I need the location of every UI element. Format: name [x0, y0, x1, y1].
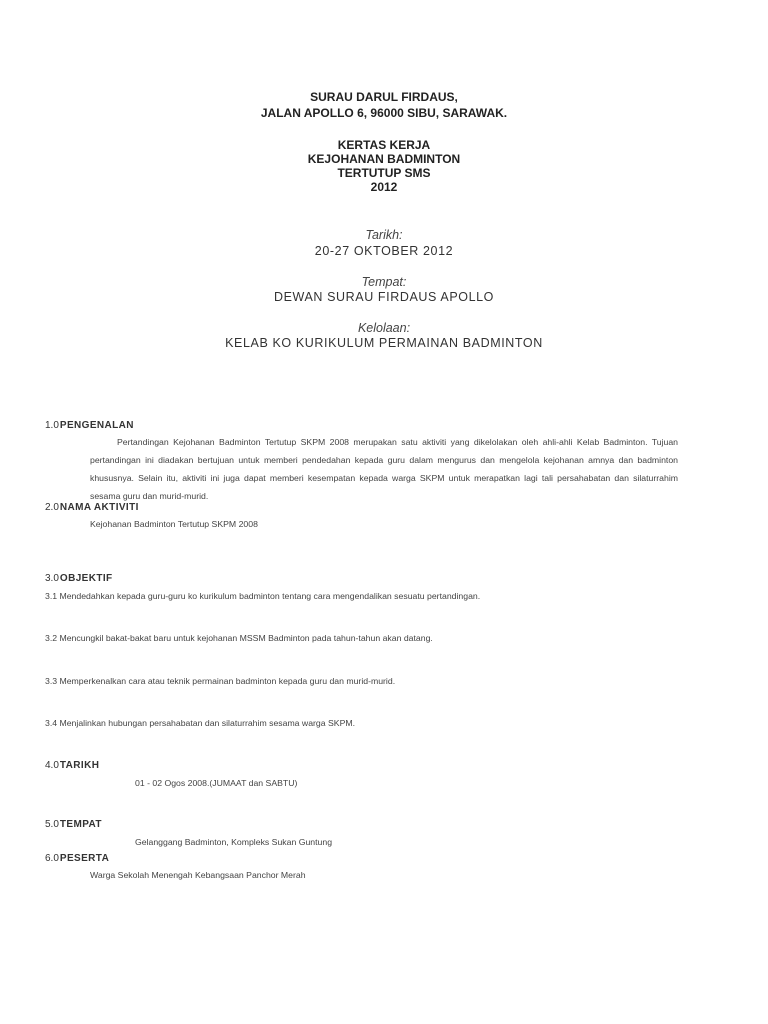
section-title: TARIKH [59, 760, 100, 771]
section-4-text: 01 - 02 Ogos 2008.(JUMAAT dan SABTU) [135, 778, 298, 788]
header-line-3: KERTAS KERJA [337, 138, 431, 152]
objektif-item-4: 3.4 Menjalinkan hubungan persahabatan dan silaturrahim sesama warga SKPM. [45, 718, 356, 728]
objektif-item-3: 3.3 Memperkenalkan cara atau teknik permainan badminton kepada guru dan murid-murid. [45, 676, 396, 686]
section-number: 2.0 [45, 502, 59, 513]
tarikh-value: 20-27 OKTOBER 2012 [314, 244, 454, 258]
section-title: PESERTA [59, 853, 110, 864]
section-4-heading [45, 760, 99, 771]
objektif-item-1: 3.1 Mendedahkan kepada guru-guru ko kurikulum badminton tentang cara mengendalikan sesuatu pertandingan. [45, 591, 481, 601]
section-1-heading [45, 420, 134, 431]
section-number: 5.0 [45, 819, 59, 830]
header-line-1: SURAU DARUL FIRDAUS, [310, 90, 458, 104]
section-6-text: Warga Sekolah Menengah Kebangsaan Panchor Merah [90, 870, 306, 880]
header-line-2: JALAN APOLLO 6, 96000 SIBU, SARAWAK. [260, 106, 508, 120]
section-1-paragraph: Pertandingan Kejohanan Badminton Tertutup SKPM 2008 merupakan satu aktiviti yang dikelolakan oleh ahli-ahli Kelab Badminton. Tujuan pertandingan ini diadakan bertujuan untuk memberi pendedahan kepada guru dalam mengurus dan mengelola kejohanan amnya dan badminton khususnya. Selain itu, aktiviti ini juga dapat memberi kesempatan kepada warga SKPM untuk merapatkan lagi tali persahabatan dan silaturrahim sesama guru dan murid-murid. [90, 437, 678, 501]
section-number: 4.0 [45, 760, 59, 771]
section-title: OBJEKTIF [59, 573, 113, 584]
section-2-heading [45, 502, 139, 513]
header-line-4: KEJOHANAN BADMINTON [307, 152, 461, 166]
tarikh-label: Tarikh: [365, 228, 403, 242]
section-number: 3.0 [45, 573, 59, 584]
kelolaan-value: KELAB KO KURIKULUM PERMAINAN BADMINTON [225, 336, 543, 350]
section-6-heading [45, 853, 109, 864]
section-5-heading [45, 819, 102, 830]
kelolaan-label: Kelolaan: [357, 321, 411, 335]
section-number: 6.0 [45, 853, 59, 864]
tempat-label: Tempat: [361, 275, 407, 289]
header-line-5: TERTUTUP SMS [337, 166, 431, 180]
section-title: NAMA AKTIVITI [59, 502, 139, 513]
objektif-item-2: 3.2 Mencungkil bakat-bakat baru untuk kejohanan MSSM Badminton pada tahun-tahun akan datang. [45, 633, 433, 643]
section-number: 1.0 [45, 420, 59, 431]
section-2-text: Kejohanan Badminton Tertutup SKPM 2008 [90, 519, 258, 529]
section-5-text: Gelanggang Badminton, Kompleks Sukan Guntung [135, 837, 333, 847]
section-title: TEMPAT [59, 819, 102, 830]
tempat-value: DEWAN SURAU FIRDAUS APOLLO [273, 290, 495, 304]
section-title: PENGENALAN [59, 420, 134, 431]
header-line-6: 2012 [370, 180, 398, 194]
section-3-heading [45, 573, 113, 584]
